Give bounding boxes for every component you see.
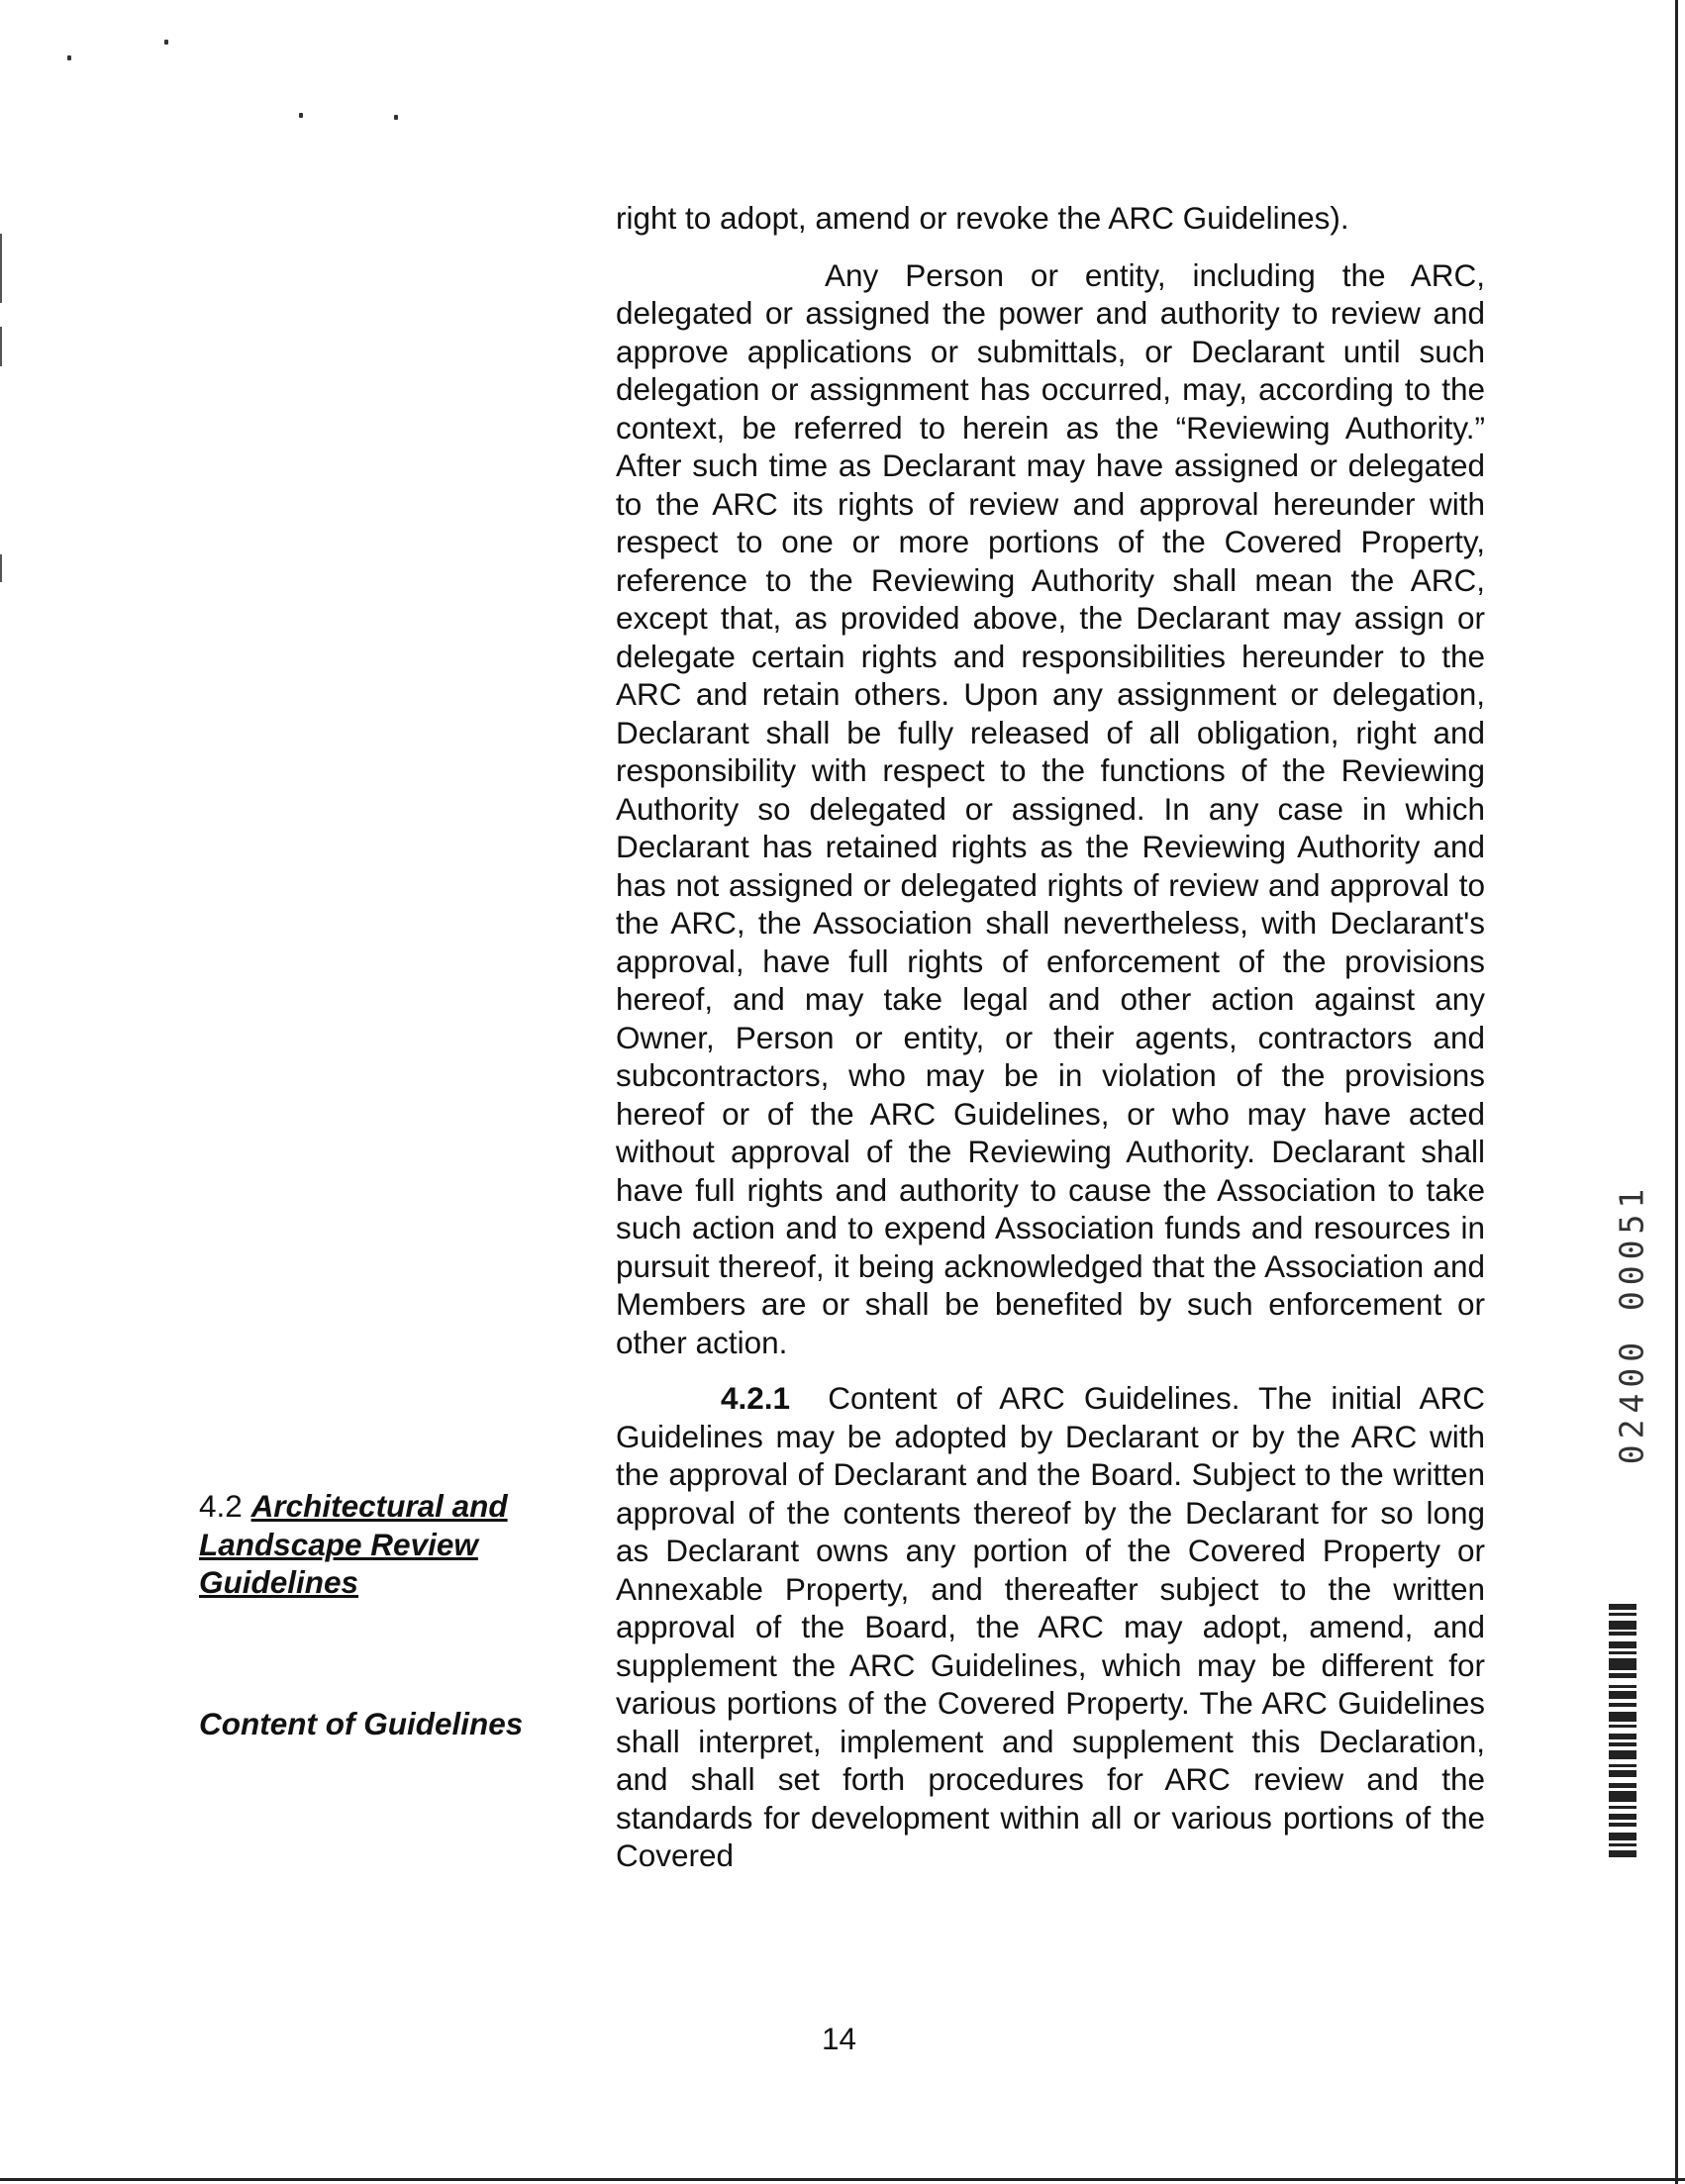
section-title-line-1: Architectural and — [250, 1488, 508, 1524]
barcode-bar — [1609, 1632, 1636, 1636]
scan-edge-left-mark — [0, 234, 2, 303]
section-heading-line-2 — [199, 1526, 555, 1564]
barcode-bar — [1609, 1770, 1636, 1777]
barcode-bar — [1609, 1673, 1636, 1678]
subsection-text: Content of ARC Guidelines. The initial ARC Guidelines may be adopted by Declarant or by the ARC with the approval of Declarant and the Board. Subject to the written approval of the contents thereof by the Declarant for so long as Declarant owns any portion of the Covered Property or Annexable Property, and thereafter subject to the written approval of the Board, the ARC may adopt, amend, and supplement the ARC Guidelines, which may be different for various portions of the Covered Property. The ARC Guidelines shall interpret, implement and supplement this Declaration, and shall set forth procedures for ARC review and the standards for development within all or various portions of the Covered — [616, 1380, 1485, 1873]
section-heading-line-3 — [199, 1563, 555, 1602]
barcode-bar — [1609, 1833, 1636, 1840]
barcode-bar — [1609, 1641, 1636, 1648]
barcode-bar — [1609, 1806, 1636, 1809]
barcode-bar — [1609, 1750, 1636, 1759]
content-of-guidelines-paragraph — [616, 1379, 1485, 1875]
scan-edge-left-mark — [0, 327, 2, 366]
continued-line: right to adopt, amend or revoke the ARC Guidelines). — [616, 200, 1349, 236]
barcode-bar — [1609, 1703, 1636, 1707]
barcode-stamp — [1609, 1604, 1636, 1865]
barcode-bar — [1609, 1814, 1636, 1820]
scan-speck — [299, 113, 303, 118]
barcode-bar — [1609, 1764, 1636, 1767]
subsection-number: 4.2.1 — [721, 1380, 791, 1416]
barcode-bar — [1609, 1850, 1636, 1857]
barcode-bar — [1609, 1621, 1636, 1630]
scan-edge-left-mark — [0, 554, 2, 582]
barcode-bar — [1609, 1613, 1636, 1616]
scan-edge-bottom — [0, 2178, 1685, 2181]
barcode-bar — [1609, 1843, 1636, 1846]
reviewing-authority-paragraph: Any Person or entity, including the ARC, delegated or assigned the power and authority to review and approve applications or submittals, or Declarant until such delegation or assignment has occurred, may, according to the context, be referred to herein as the “Reviewing Authority.” After such time as Declarant may have assigned or delegated to the ARC its rights of review and approval hereunder with respect to one or more portions of the Covered Property, reference to the Reviewing Authority shall mean the ARC, except that, as provided above, the Declarant may assign or delegate certain rights and responsibilities hereunder to the ARC and retain others. Upon any assignment or delegation, Declarant shall be fully released of all obligation, right and responsibility with respect to the functions of the Reviewing Authority so delegated or assigned. In any case in which Declarant has retained rights as the Reviewing Authority and has not assigned or delegated rights of review and approval to the ARC, the Association shall nevertheless, with Declarant's approval, have full rights of enforcement of the provisions hereof, and may take legal and other action against any Owner, Person or entity, or their agents, contractors and subcontractors, who may be in violation of the provisions hereof or of the ARC Guidelines, or who may have acted without approval of the Reviewing Authority. Declarant shall have full rights and authority to cause the Association to take such action and to expend Association funds and resources in pursuit thereof, it being acknowledged that the Association and Members are or shall be benefited by such enforcement or other action. — [616, 256, 1485, 1360]
barcode-bar — [1609, 1604, 1636, 1610]
barcode-bar — [1609, 1734, 1636, 1739]
barcode-bar — [1609, 1651, 1636, 1654]
scan-speck — [164, 40, 168, 45]
subsection-heading: Content of Guidelines — [199, 1706, 524, 1741]
scan-speck — [67, 55, 71, 60]
scan-edge-right — [1675, 0, 1678, 2184]
barcode-bar — [1609, 1742, 1636, 1746]
barcode-bar — [1609, 1725, 1636, 1728]
barcode-bar — [1609, 1691, 1636, 1699]
barcode-bar — [1609, 1658, 1636, 1670]
barcode-bar — [1609, 1791, 1636, 1802]
recording-number: 02400 00051 — [1612, 1182, 1651, 1465]
body-text-column — [616, 199, 1485, 1875]
section-title-line-2: Landscape Review — [199, 1526, 478, 1562]
section-number: 4.2 — [199, 1488, 243, 1524]
barcode-bar — [1609, 1712, 1636, 1722]
barcode-bar — [1609, 1685, 1636, 1688]
page-number: 14 — [822, 2021, 857, 2056]
barcode-bar — [1609, 1783, 1636, 1788]
section-title-line-3: Guidelines — [199, 1564, 359, 1600]
scan-speck — [394, 115, 398, 120]
barcode-bar — [1609, 1823, 1636, 1827]
section-heading — [199, 1487, 555, 1602]
section-heading-line-1 — [199, 1487, 555, 1526]
